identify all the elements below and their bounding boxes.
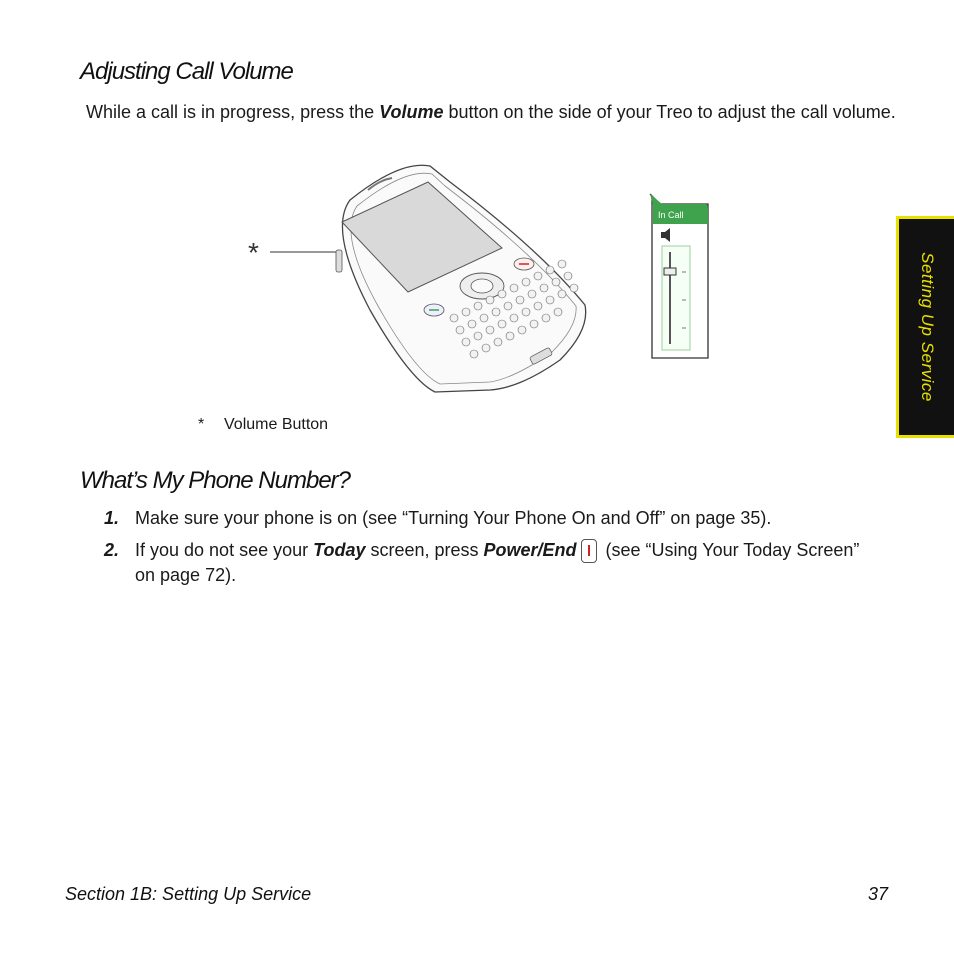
- step-2-pre: If you do not see your: [135, 540, 314, 560]
- step-1-number: 1.: [104, 508, 120, 528]
- footer-page-number: 37: [868, 884, 889, 904]
- volume-instruction-post: button on the side of your Treo to adjust the call volume.: [443, 102, 896, 122]
- in-call-volume-screen: [650, 194, 708, 358]
- callout-asterisk: *: [248, 237, 259, 268]
- step-1: [104, 506, 864, 530]
- today-term: Today: [313, 540, 366, 560]
- caption-asterisk: *: [198, 416, 205, 433]
- volume-slider-thumb: [664, 268, 676, 275]
- footer-section-title: Section 1B: Setting Up Service: [65, 884, 312, 904]
- step-2-text: [135, 538, 864, 587]
- volume-instruction-pre: While a call is in progress, press the: [86, 102, 380, 122]
- volume-slider-frame: [662, 246, 690, 350]
- step-1-text: Make sure your phone is on (see “Turning Your Phone On and Off” on page 35).: [135, 508, 772, 528]
- in-call-label: In Call: [658, 210, 684, 220]
- volume-button: [336, 250, 342, 272]
- section-side-tab-label: Setting Up Service: [917, 252, 937, 402]
- section-side-tab: [896, 216, 954, 438]
- treo-illustration: [240, 160, 720, 400]
- heading-whats-my-phone-number: What’s My Phone Number?: [80, 467, 351, 494]
- heading-adjusting-call-volume: Adjusting Call Volume: [80, 58, 293, 85]
- step-2-post: (see “Using Your Today Screen” on page 72).: [135, 540, 860, 586]
- volume-term: Volume: [379, 102, 444, 122]
- phone-illustration: [336, 165, 586, 392]
- step-2: [104, 538, 864, 587]
- power-end-term: Power/End: [483, 540, 577, 560]
- caption-text: Volume Button: [224, 416, 329, 433]
- step-2-mid: screen, press: [365, 540, 484, 560]
- volume-instruction: [86, 100, 896, 124]
- power-end-key-icon: [581, 539, 597, 563]
- treo-figure: [240, 160, 720, 405]
- step-2-number: 2.: [104, 540, 120, 560]
- figure-caption: [198, 416, 328, 434]
